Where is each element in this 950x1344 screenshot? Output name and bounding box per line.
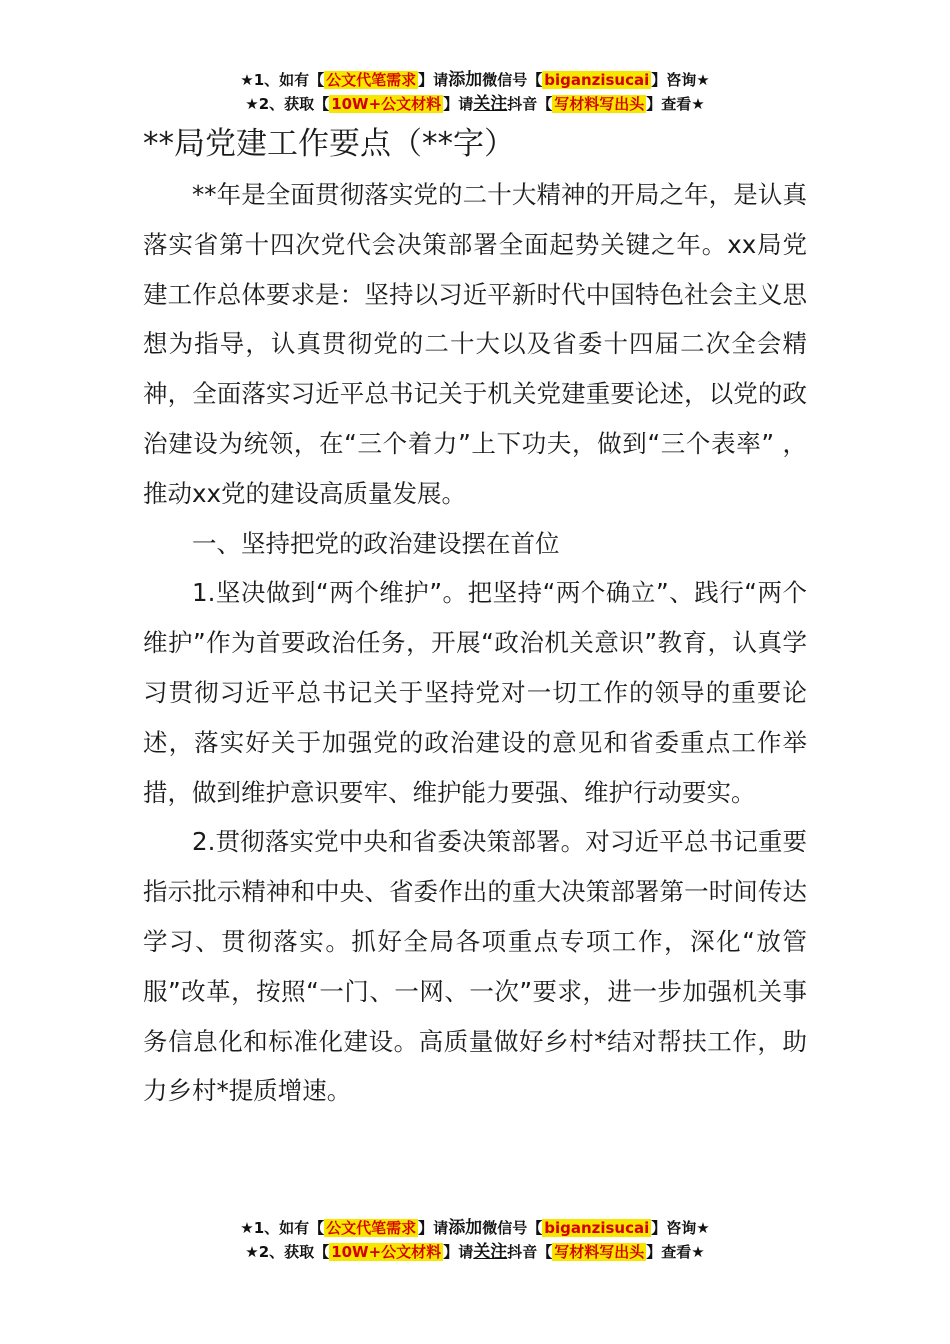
banner-text: ★1、如有【: [240, 71, 325, 89]
banner-highlight: 10W+公文材料: [331, 95, 442, 113]
banner-text: ★2、获取【: [245, 95, 330, 113]
banner-text: 】查看★: [646, 1243, 705, 1261]
banner-highlight-wechat: biganzisucai: [544, 71, 650, 89]
banner-text: 】请: [418, 71, 449, 89]
banner-highlight-douyin: 写材料写出头: [554, 95, 645, 113]
banner-text: ★2、获取【: [245, 1243, 330, 1261]
banner-highlight-douyin: 写材料写出头: [554, 1243, 645, 1261]
banner-emphasis: 关注: [473, 94, 508, 114]
banner-text: 微信号【: [482, 71, 543, 89]
list-item: 2.贯彻落实党中央和省委决策部署。对习近平总书记重要指示批示精神和中央、省委作出的重大决策部署第一时间传达学习、贯彻落实。抓好全局各项重点专项工作，深化“放管服”改革，按照“一门、一网、一次”要求，进一步加强机关事务信息化和标准化建设。高质量做好乡村*结对帮扶工作，助力乡村*提质增速。: [143, 827, 807, 1106]
banner-text: 】请: [443, 1243, 474, 1261]
banner-highlight: 公文代笔需求: [326, 1219, 417, 1237]
banner-text: 抖音【: [507, 95, 553, 113]
banner-line-2: [0, 92, 950, 116]
banner-highlight-wechat: biganzisucai: [544, 1219, 650, 1237]
banner-line-2: [0, 1240, 950, 1264]
section-heading: 一、坚持把党的政治建设摆在首位: [192, 528, 560, 558]
banner-highlight: 10W+公文材料: [331, 1243, 442, 1261]
document-title: **局党建工作要点（**字）: [143, 126, 515, 162]
banner-text: 抖音【: [507, 1243, 553, 1261]
list-item: 1.坚决做到“两个维护”。把坚持“两个确立”、践行“两个维护”作为首要政治任务，开展“政治机关意识”教育，认真学习贯彻习近平总书记关于坚持党对一切工作的领导的重要论述，落实好关于加强党的政治建设的意见和省委重点工作举措，做到维护意识要牢、维护能力要强、维护行动要实。: [143, 578, 807, 807]
banner-emphasis: 添加: [448, 70, 483, 90]
banner-emphasis: 关注: [473, 1242, 508, 1262]
intro-paragraph: **年是全面贯彻落实党的二十大精神的开局之年，是认真落实省第十四次党代会决策部署全面起势关键之年。xx局党建工作总体要求是：坚持以习近平新时代中国特色社会主义思想为指导，认真贯彻党的二十大以及省委十四届二次全会精神，全面落实习近平总书记关于机关党建重要论述，以党的政治建设为统领，在“三个着力”上下功夫，做到“三个表率” ，推动xx党的建设高质量发展。: [143, 180, 807, 508]
banner-line-1: [0, 68, 950, 92]
top-banner: [0, 68, 950, 116]
banner-text: 】咨询★: [651, 71, 710, 89]
banner-text: ★1、如有【: [240, 1219, 325, 1237]
banner-text: 微信号【: [482, 1219, 543, 1237]
banner-text: 】请: [443, 95, 474, 113]
banner-highlight: 公文代笔需求: [326, 71, 417, 89]
bottom-banner: [0, 1216, 950, 1264]
banner-emphasis: 添加: [448, 1218, 483, 1238]
document-body: [143, 118, 807, 1116]
banner-text: 】请: [418, 1219, 449, 1237]
banner-text: 】咨询★: [651, 1219, 710, 1237]
banner-text: 】查看★: [646, 95, 705, 113]
banner-line-1: [0, 1216, 950, 1240]
